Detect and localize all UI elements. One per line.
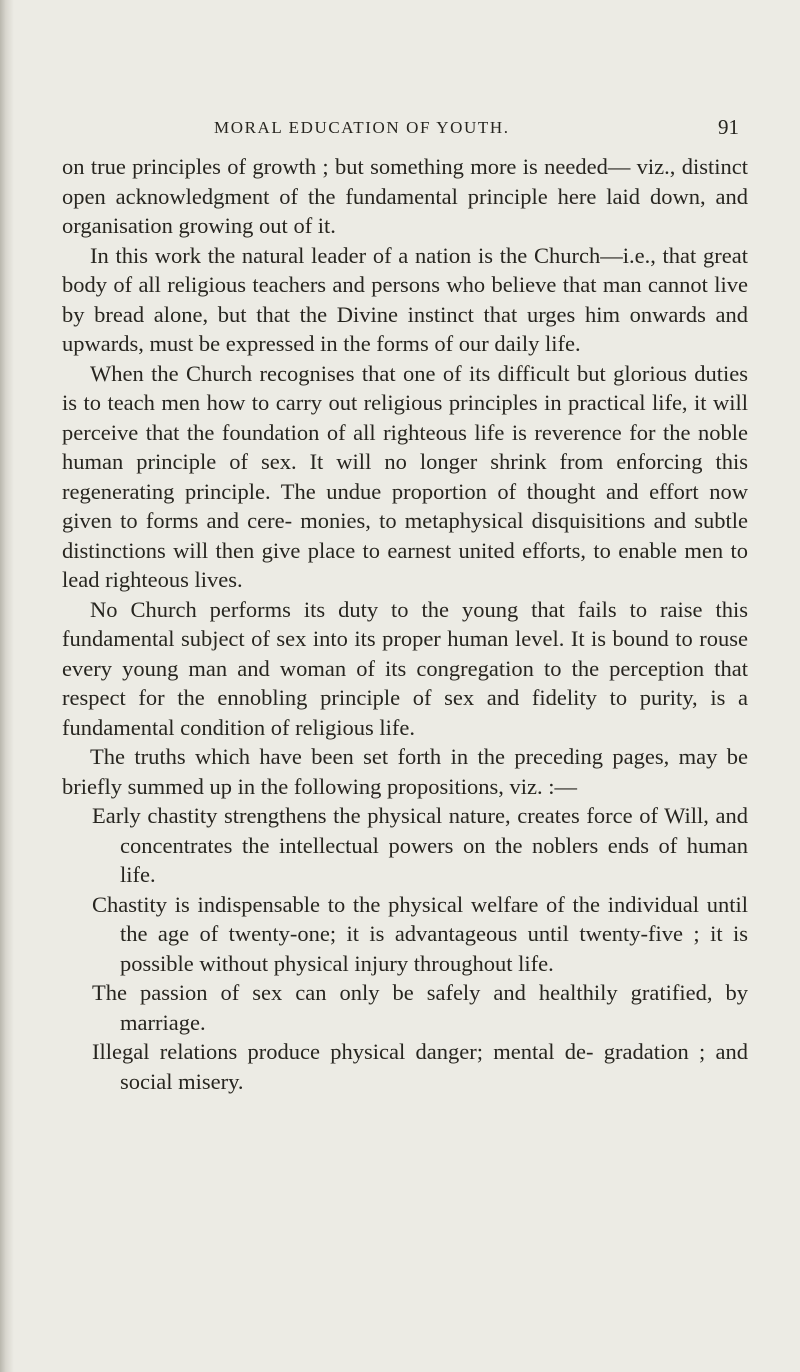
proposition-item: Chastity is indispensable to the physical welfare of the individual until the age of twenty-one; it is advantageous until twenty-five ; it is possible without physical injury throughout life.	[92, 891, 748, 976]
proposition-item: Early chastity strengthens the physical nature, creates force of Will, and concentrates the intellectual powers on the noblers ends of human life.	[92, 803, 748, 887]
paragraph-church-leader: In this work the natural leader of a nation is the Church—i.e., that great body of all religious teachers and persons who believe that man cannot live by bread alone, but that the Divine instinct that urges him onwards and upwards, must be expressed in the forms of our daily life.	[62, 242, 748, 356]
running-head	[0, 115, 800, 142]
proposition-item: The passion of sex can only be safely and healthily gratified, by marriage.	[92, 980, 748, 1035]
paragraph-summary-intro: The truths which have been set forth in the preceding pages, may be briefly summed up in the following propositions, viz. :—	[62, 744, 748, 799]
page-number: 91	[718, 115, 739, 139]
proposition-item: Illegal relations produce physical danger; mental de- gradation ; and social misery.	[92, 1039, 748, 1094]
paragraph-continued: on true principles of growth ; but something more is needed— viz., distinct open acknowledgment of the fundamental principle here laid down, and organisation growing out of it.	[62, 154, 748, 238]
running-title: MORAL EDUCATION OF YOUTH.	[214, 118, 510, 137]
propositions-list	[62, 801, 748, 1096]
body-text	[62, 152, 748, 1096]
paragraph-church-young: No Church performs its duty to the young that fails to raise this fundamental subject of sex into its proper human level. It is bound to rouse every young man and woman of its congregation to the perception that respect for the ennobling principle of sex and fidelity to purity, is a fundamental condition of religious life.	[62, 596, 748, 740]
paragraph-church-duties: When the Church recognises that one of its difficult but glorious duties is to teach men how to carry out religious principles in practical life, it will perceive that the foundation of all righteous life is reverence for the noble human principle of sex. It will no longer shrink from enforcing this regenerating principle. The undue proportion of thought and effort now given to forms and cere- monies, to metaphysical disquisitions and subtle distinctions will then give place to earnest united efforts, to enable men to lead righteous lives.	[62, 360, 748, 592]
